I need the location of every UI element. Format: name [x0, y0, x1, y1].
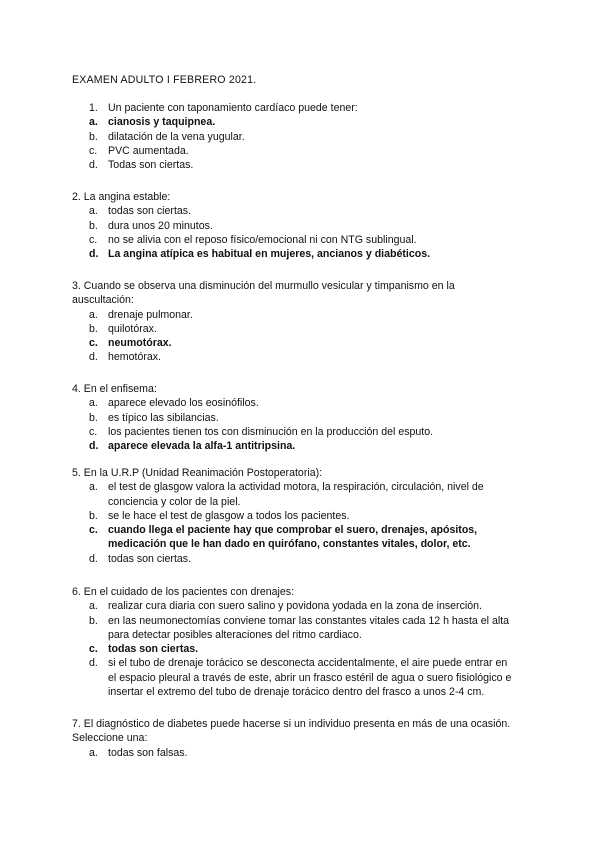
option-letter: c.	[89, 524, 98, 537]
question-text: 5. En la U.R.P (Unidad Reanimación Postoperatoria):	[72, 467, 323, 479]
option-text: en las neumonectomías conviene tomar las constantes vitales cada 12 h hasta el alta para detectar posibles alteraciones del ritmo cardiaco.	[108, 614, 510, 641]
option-text: los pacientes tienen tos con disminución en la producción del esputo.	[108, 425, 434, 438]
option-text: todas son ciertas.	[108, 643, 199, 656]
option-letter: c.	[89, 643, 98, 656]
question-text	[72, 101, 512, 115]
answer-option	[72, 322, 512, 336]
option-letter: a.	[89, 205, 98, 218]
answer-options	[72, 599, 512, 699]
answer-option	[72, 411, 512, 425]
question-4	[72, 382, 512, 453]
option-text: el test de glasgow valora la actividad motora, la respiración, circulación, nivel de conciencia y color de la piel.	[108, 481, 484, 508]
answer-option	[72, 158, 512, 172]
option-letter: a.	[89, 481, 98, 494]
option-letter: d.	[89, 552, 98, 565]
option-letter: a.	[89, 600, 98, 613]
question-stem: Un paciente con taponamiento cardíaco puede tener:	[108, 102, 358, 114]
answer-option-correct	[72, 439, 512, 453]
option-letter: d.	[89, 248, 99, 261]
answer-option	[72, 480, 512, 509]
option-text: es típico las sibilancias.	[108, 411, 219, 424]
option-letter: d.	[89, 440, 99, 453]
option-letter: b.	[89, 130, 98, 143]
answer-options	[72, 308, 512, 365]
option-text: todas son falsas.	[108, 746, 188, 759]
answer-option	[72, 233, 512, 247]
option-letter: b.	[89, 219, 98, 232]
answer-option	[72, 614, 512, 643]
option-letter: a.	[89, 397, 98, 410]
question-6	[72, 585, 512, 699]
option-letter: a.	[89, 116, 98, 129]
answer-option	[72, 656, 512, 699]
question-number: 1.	[89, 102, 98, 114]
question-text: 4. En el enfisema:	[72, 383, 157, 395]
answer-options	[72, 204, 512, 261]
option-letter: d.	[89, 159, 98, 172]
answer-option	[72, 599, 512, 613]
answer-option	[72, 552, 512, 566]
option-text: drenaje pulmonar.	[108, 308, 193, 321]
answer-option	[72, 509, 512, 523]
option-letter: b.	[89, 614, 98, 627]
answer-options	[72, 396, 512, 453]
option-letter: a.	[89, 308, 98, 321]
answer-option	[72, 219, 512, 233]
answer-options	[72, 480, 512, 566]
answer-option	[72, 144, 512, 158]
option-text: todas son ciertas.	[108, 552, 192, 565]
option-letter: c.	[89, 337, 98, 350]
answer-option	[72, 746, 512, 760]
answer-option-correct	[72, 115, 512, 129]
question-5	[72, 466, 512, 566]
answer-option	[72, 130, 512, 144]
exam-title: EXAMEN ADULTO I FEBRERO 2021.	[72, 74, 257, 86]
answer-option	[72, 425, 512, 439]
option-text: si el tubo de drenaje torácico se desconecta accidentalmente, el aire puede entrar en el espacio pleural a través de este, abrir un frasco estéril de agua o suero fisiológico e insertar el extremo del tubo de drenaje torácico dentro del frasco a unos 2-4 cm.	[108, 657, 512, 699]
option-letter: a.	[89, 746, 98, 759]
question-3	[72, 279, 512, 365]
answer-option-correct	[72, 642, 512, 656]
option-text: PVC aumentada.	[108, 144, 189, 157]
option-letter: c.	[89, 425, 98, 438]
answer-option	[72, 350, 512, 364]
option-letter: d.	[89, 351, 98, 364]
option-letter: b.	[89, 509, 98, 522]
option-text: dura unos 20 minutos.	[108, 219, 213, 232]
question-text: 7. El diagnóstico de diabetes puede hacerse si un individuo presenta en más de una ocasión. Seleccione una:	[72, 718, 511, 745]
answer-option-correct	[72, 336, 512, 350]
option-letter: c.	[89, 144, 98, 157]
option-letter: c.	[89, 233, 98, 246]
option-text: todas son ciertas.	[108, 205, 192, 218]
answer-option	[72, 204, 512, 218]
question-text: 3. Cuando se observa una disminución del murmullo vesicular y timpanismo en la auscultación:	[72, 280, 455, 307]
option-letter: d.	[89, 657, 98, 670]
answer-option-correct	[72, 247, 512, 261]
option-text: hemotórax.	[108, 351, 161, 364]
option-letter: b.	[89, 411, 98, 424]
option-text: La angina atípica es habitual en mujeres, ancianos y diabéticos.	[108, 248, 431, 261]
answer-options	[72, 115, 512, 172]
option-text: Todas son ciertas.	[108, 159, 194, 172]
question-1	[72, 101, 512, 172]
question-text: 2. La angina estable:	[72, 191, 171, 203]
option-text: cianosis y taquipnea.	[108, 116, 216, 129]
question-2	[72, 190, 512, 261]
option-letter: b.	[89, 322, 98, 335]
option-text: neumotórax.	[108, 337, 172, 350]
option-text: quilotórax.	[108, 322, 157, 335]
answer-option-correct	[72, 523, 512, 552]
option-text: dilatación de la vena yugular.	[108, 130, 245, 143]
question-7	[72, 717, 512, 760]
option-text: se le hace el test de glasgow a todos los pacientes.	[108, 509, 350, 522]
option-text: aparece elevado los eosinófilos.	[108, 397, 259, 410]
question-text: 6. En el cuidado de los pacientes con drenajes:	[72, 586, 295, 598]
option-text: cuando llega el paciente hay que comprobar el suero, drenajes, apósitos, medicación que le han dado en quirófano, constantes vitales, dolor, etc.	[108, 524, 478, 551]
answer-option	[72, 308, 512, 322]
option-text: realizar cura diaria con suero salino y povidona yodada en la zona de inserción.	[108, 600, 482, 613]
option-text: aparece elevada la alfa-1 antitripsina.	[108, 440, 296, 453]
answer-option	[72, 396, 512, 410]
answer-options	[72, 746, 512, 760]
option-text: no se alivia con el reposo físico/emocional ni con NTG sublingual.	[108, 233, 417, 246]
